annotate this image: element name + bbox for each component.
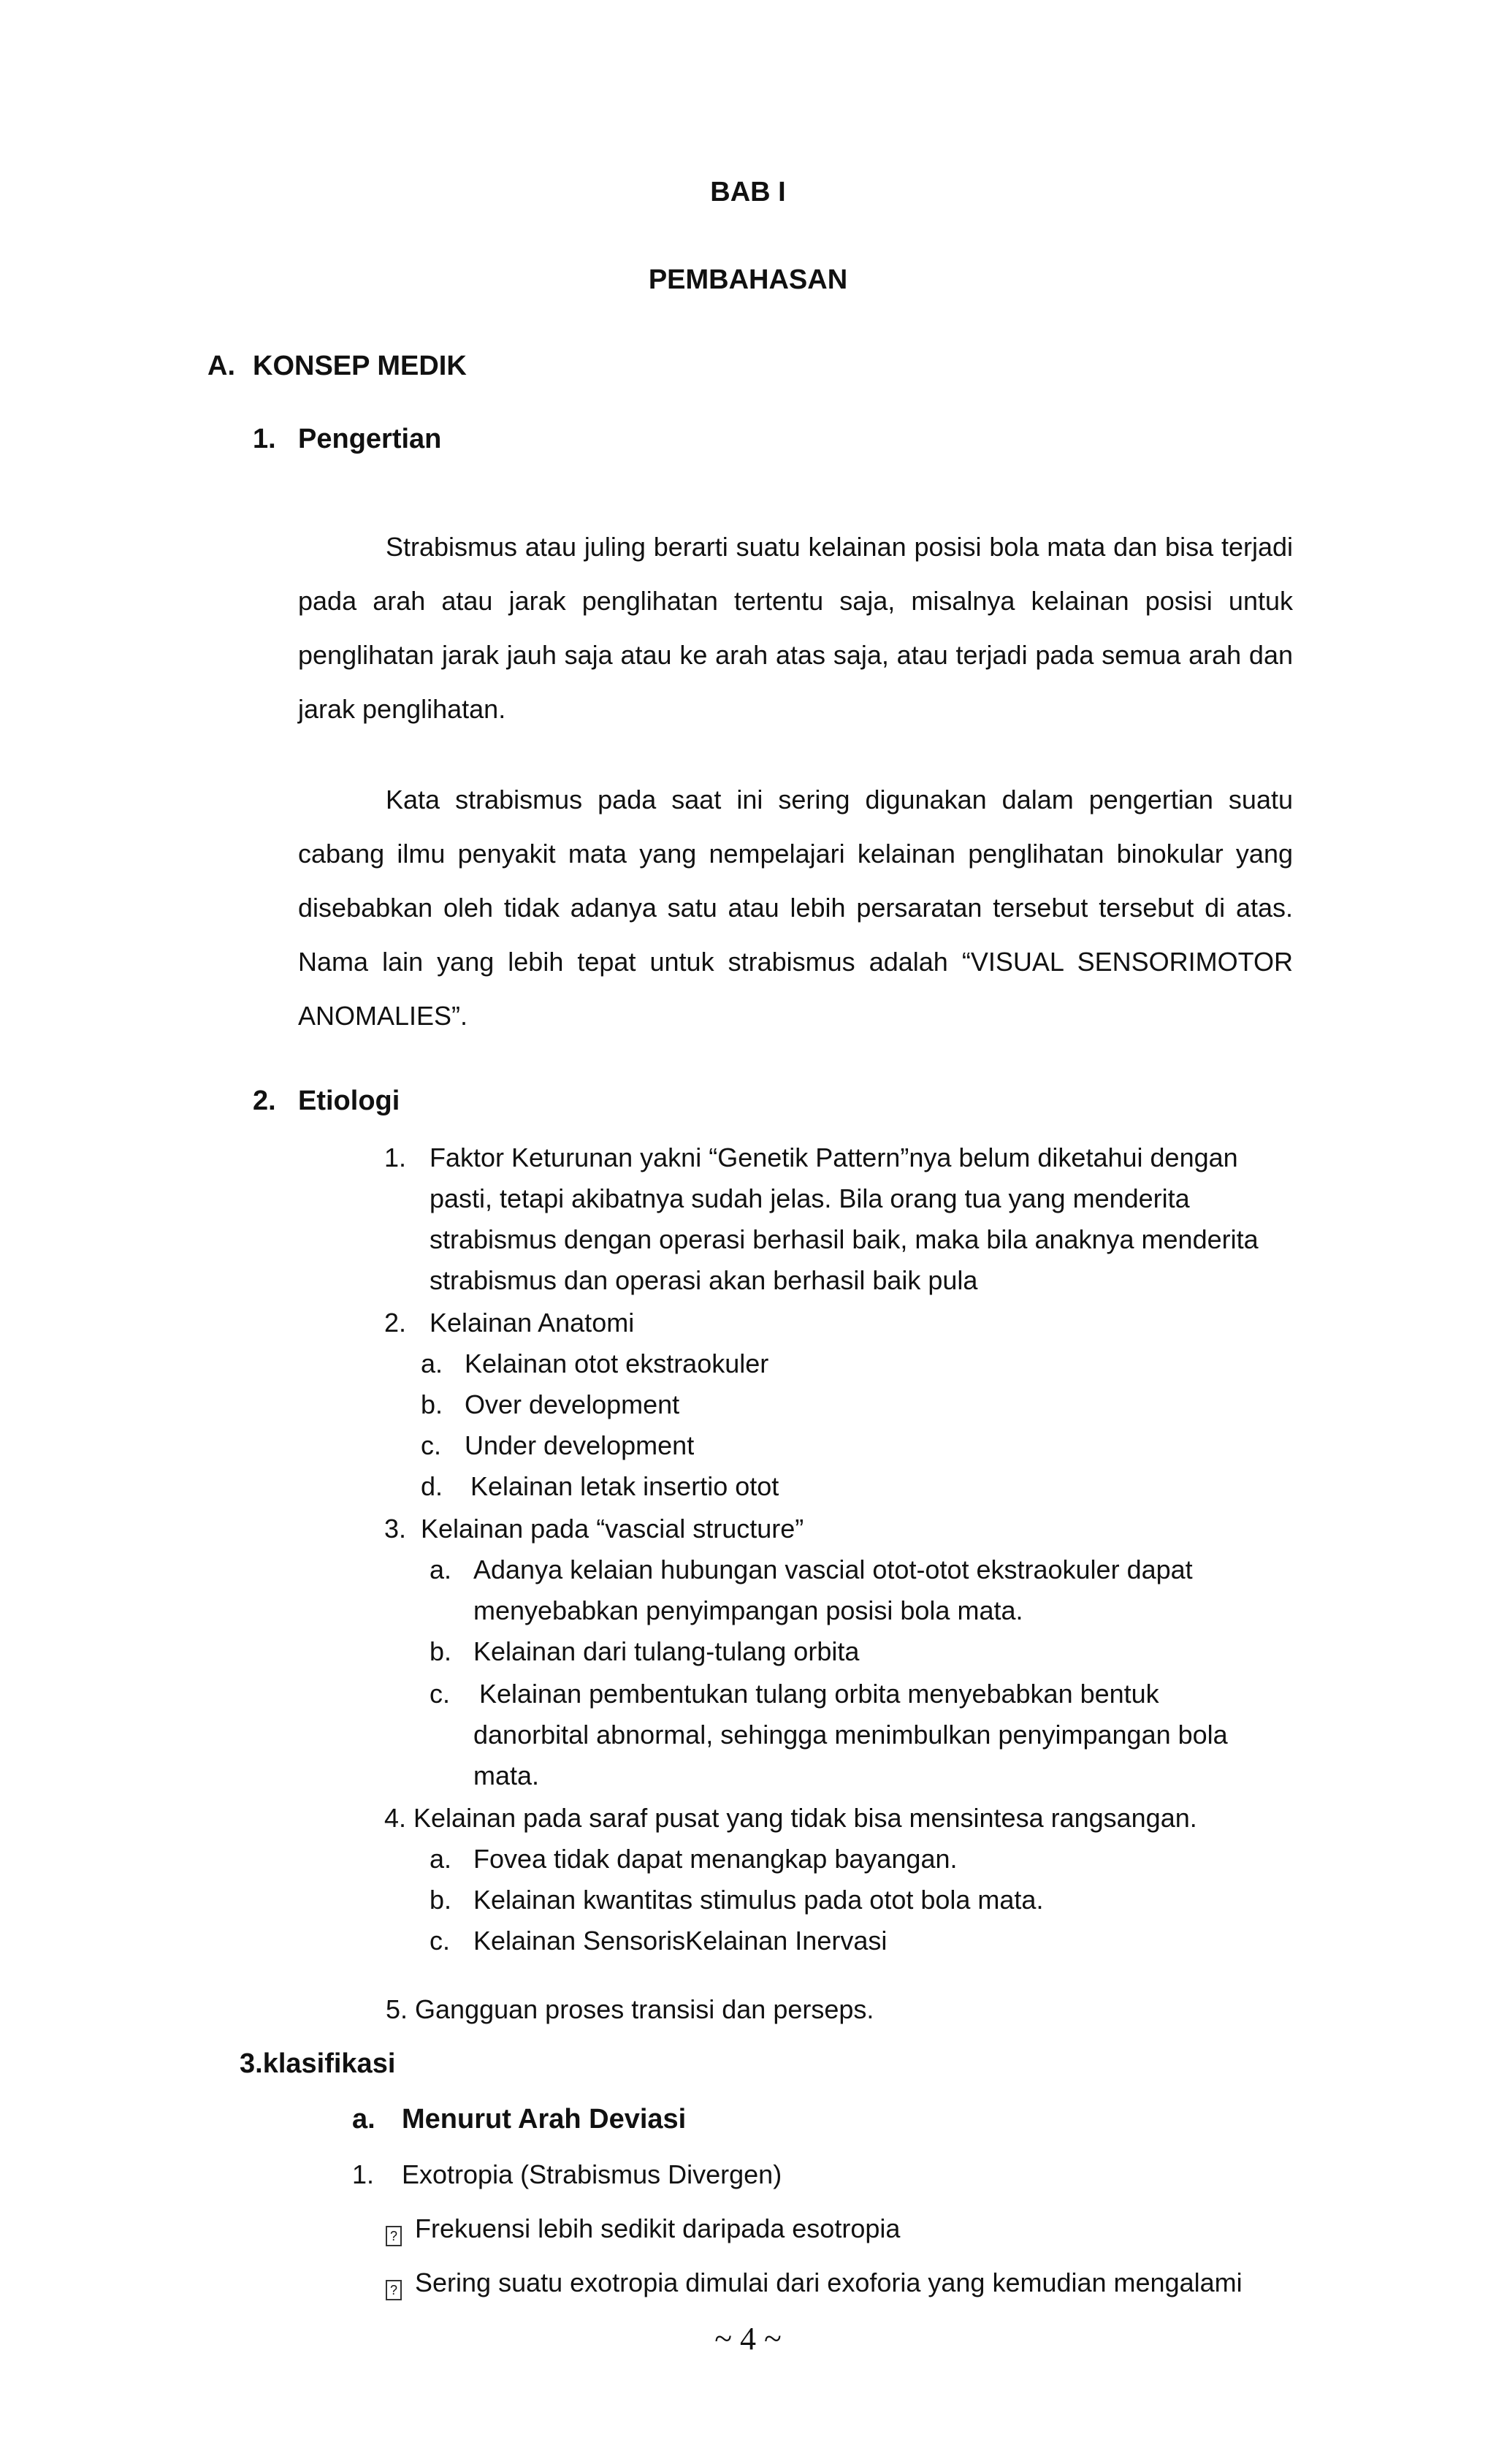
etiologi-item-3a-letter: a. [430, 1555, 452, 1584]
bullet-1-text: Frekuensi lebih sedikit daripada esotropia [415, 2213, 901, 2243]
etiologi-item-2d: Kelainan letak insertio otot [470, 1471, 779, 1501]
etiologi-item-3c-line-2: danorbital abnormal, sehingga menimbulkan penyimpangan bola [473, 1720, 1228, 1750]
klasifikasi-item-1-number: 1. [352, 2159, 375, 2189]
etiologi-item-2: Kelainan Anatomi [430, 1308, 635, 1338]
etiologi-item-1-line-4: strabismus dan operasi akan berhasil baik pula [430, 1265, 978, 1295]
chapter-subtitle: PEMBAHASAN [648, 264, 848, 295]
etiologi-item-4c: Kelainan SensorisKelainan Inervasi [473, 1926, 888, 1956]
etiologi-item-3c-line-3: mata. [473, 1761, 540, 1790]
etiologi-item-4a-letter: a. [430, 1844, 452, 1874]
etiologi-item-3a-line-2: menyebabkan penyimpangan posisi bola mata. [473, 1595, 1023, 1625]
pengertian-paragraph-1: Strabismus atau juling berarti suatu kelainan posisi bola mata dan bisa terjadi pada arah atau jarak penglihatan tertentu saja, misalnya kelainan posisi untuk penglihatan jarak jauh saja atau ke arah atas saja, atau terjadi pada semua arah dan jarak penglihatan. [298, 532, 1293, 724]
etiologi-item-3c-letter: c. [430, 1679, 451, 1709]
etiologi-item-3: Kelainan pada “vascial structure” [421, 1514, 804, 1544]
subsection-3-title: 3.klasifikasi [240, 2048, 396, 2079]
etiologi-item-2a-letter: a. [421, 1349, 443, 1378]
bullet-2 [386, 2267, 1243, 2300]
etiologi-item-4a: Fovea tidak dapat menangkap bayangan. [473, 1844, 958, 1874]
klasifikasi-item-1: Exotropia (Strabismus Divergen) [402, 2159, 782, 2189]
section-a-number: A. [207, 351, 235, 381]
bullet-1 [386, 2213, 900, 2246]
etiologi-item-3a-line-1: Adanya kelaian hubungan vascial otot-otot ekstraokuler dapat [473, 1555, 1193, 1584]
etiologi-item-3b: Kelainan dari tulang-tulang orbita [473, 1636, 860, 1666]
etiologi-item-4: 4. Kelainan pada saraf pusat yang tidak bisa mensintesa rangsangan. [384, 1803, 1197, 1833]
klasifikasi-a-letter: a. [352, 2104, 375, 2135]
etiologi-item-1-number: 1. [384, 1143, 407, 1172]
etiologi-item-4b: Kelainan kwantitas stimulus pada otot bola mata. [473, 1885, 1044, 1915]
etiologi-item-2a: Kelainan otot ekstraokuler [465, 1349, 769, 1378]
subsection-1-title: Pengertian [298, 424, 442, 454]
section-a-title: KONSEP MEDIK [253, 351, 467, 381]
missing-glyph-box-icon: ? [386, 2226, 402, 2246]
chapter-title: BAB I [710, 177, 786, 207]
etiologi-item-5: 5. Gangguan proses transisi dan perseps. [386, 1994, 874, 2024]
etiologi-item-1-line-3: strabismus dengan operasi berhasil baik, maka bila anaknya menderita [430, 1224, 1259, 1254]
missing-glyph-box-icon: ? [386, 2280, 402, 2300]
subsection-1-number: 1. [253, 424, 276, 454]
etiologi-item-3-number: 3. [384, 1514, 407, 1544]
etiologi-item-2c: Under development [465, 1430, 695, 1460]
etiologi-item-2b-letter: b. [421, 1389, 443, 1419]
etiologi-item-3b-letter: b. [430, 1636, 452, 1666]
etiologi-item-4c-letter: c. [430, 1926, 451, 1956]
etiologi-item-2c-letter: c. [421, 1430, 442, 1460]
etiologi-item-1-line-2: pasti, tetapi akibatnya sudah jelas. Bila orang tua yang menderita [430, 1183, 1190, 1213]
subsection-2-title: Etiologi [298, 1086, 400, 1116]
subsection-2-number: 2. [253, 1086, 276, 1116]
etiologi-item-2-number: 2. [384, 1308, 407, 1338]
klasifikasi-a-title: Menurut Arah Deviasi [402, 2104, 687, 2135]
page-number: ~ 4 ~ [714, 2321, 782, 2357]
etiologi-item-3c-line-1: Kelainan pembentukan tulang orbita menyebabkan bentuk [479, 1679, 1159, 1709]
etiologi-item-2d-letter: d. [421, 1471, 443, 1501]
bullet-2-text: Sering suatu exotropia dimulai dari exoforia yang kemudian mengalami [415, 2267, 1243, 2297]
etiologi-item-4b-letter: b. [430, 1885, 452, 1915]
pengertian-paragraph-2: Kata strabismus pada saat ini sering digunakan dalam pengertian suatu cabang ilmu penyakit mata yang nempelajari kelainan penglihatan binokular yang disebabkan oleh tidak adanya satu atau lebih persaratan tersebut tersebut di atas. Nama lain yang lebih tepat untuk strabismus adalah “VISUAL SENSORIMOTOR ANOMALIES”. [298, 785, 1293, 1031]
etiologi-item-1-line-1: Faktor Keturunan yakni “Genetik Pattern”nya belum diketahui dengan [430, 1143, 1238, 1172]
etiologi-item-2b: Over development [465, 1389, 680, 1419]
